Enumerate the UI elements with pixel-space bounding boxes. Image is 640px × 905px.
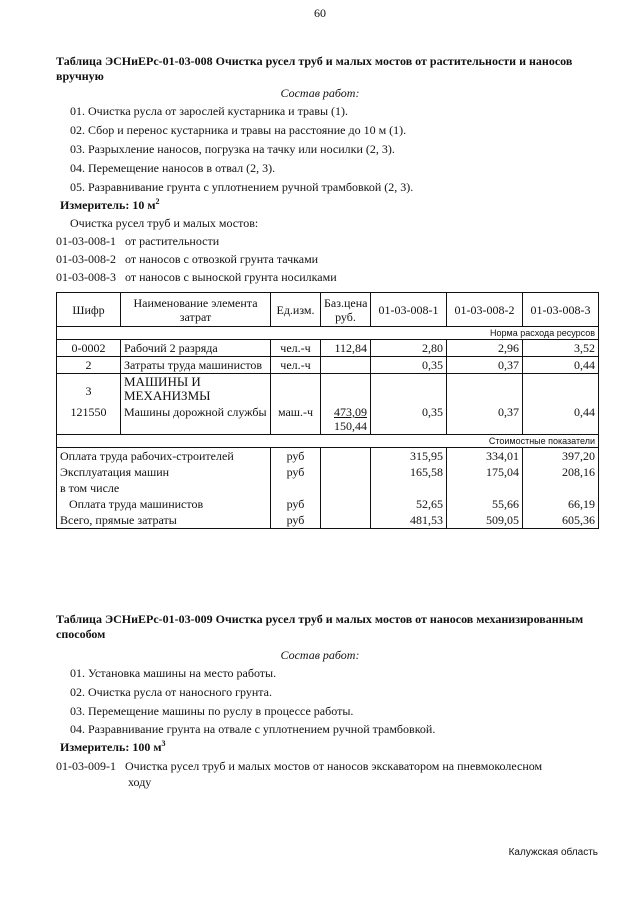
cost-value: 605,36 [523, 512, 599, 529]
work-item: 04. Разравнивание грунта на отвале с уплотнением ручной трамбовкой. [70, 722, 436, 736]
footer-region: Калужская область [508, 847, 598, 858]
cost-value: 334,01 [447, 448, 523, 465]
norm-subheader: Норма расхода ресурсов [57, 327, 599, 340]
cost-unit: руб [271, 448, 321, 465]
work-item: 02. Очистка русла от наносного грунта. [70, 685, 272, 699]
header-col2: 01-03-008-2 [447, 293, 523, 327]
header-price: Баз.цена руб. [321, 293, 371, 327]
table-row [57, 448, 599, 465]
table-row [57, 374, 599, 405]
header-code: Шифр [57, 293, 121, 327]
cost-name: Оплата труда рабочих-строителей [57, 448, 271, 465]
work-item: 03. Разрыхление наносов, погрузка на тачку или носилки (2, 3). [70, 142, 395, 156]
cell-name: Рабочий 2 разряда [121, 340, 271, 357]
cost-unit: руб [271, 496, 321, 512]
work-item: 05. Разравнивание грунта с уплотнением ручной трамбовкой (2, 3). [70, 180, 414, 194]
cost-value: 481,53 [371, 512, 447, 529]
work-item: 01. Очистка русла от зарослей кустарника и травы (1). [70, 104, 349, 118]
cell-code: 0-0002 [57, 340, 121, 357]
work-item: 02. Сбор и перенос кустарника и травы на расстояние до 10 м (1). [70, 123, 407, 137]
cost-value: 509,05 [447, 512, 523, 529]
cost-value: 315,95 [371, 448, 447, 465]
cell-value: 2,80 [371, 340, 447, 357]
code-line: 01-03-008-2 от наносов с отвозкой грунта тачками [56, 252, 319, 266]
table-title-008: Таблица ЭСНиЕРс-01-03-008 Очистка русел труб и малых мостов от растительности и наносов вручную [56, 54, 573, 83]
table-row [57, 496, 599, 512]
header-name: Наименование элемента затрат [121, 293, 271, 327]
header-col1: 01-03-008-1 [371, 293, 447, 327]
cell-unit: маш.-ч [271, 404, 321, 435]
cell-unit: чел.-ч [271, 357, 321, 374]
cell-value: 0,35 [371, 357, 447, 374]
cost-value: 52,65 [371, 496, 447, 512]
table-row [57, 512, 599, 529]
table-row [57, 340, 599, 357]
code-line: 01-03-008-1 от растительности [56, 234, 220, 248]
cost-value: 397,20 [523, 448, 599, 465]
cost-unit: руб [271, 512, 321, 529]
cost-value: 175,04 [447, 464, 523, 480]
cost-name: Эксплуатация машин [57, 464, 271, 480]
header-col3: 01-03-008-3 [523, 293, 599, 327]
cost-value: 208,16 [523, 464, 599, 480]
code-line: 01-03-009-1 Очистка русел труб и малых мостов от наносов экскаватором на пневмоколесном [56, 759, 543, 773]
table-row [57, 480, 599, 496]
code-line-continuation: ходу [128, 775, 152, 789]
cell-value: 0,44 [523, 404, 599, 435]
cell-name: Затраты труда машинистов [121, 357, 271, 374]
cost-value: 55,66 [447, 496, 523, 512]
cell-code: 3 [57, 374, 121, 405]
code-line: 01-03-008-3 от наносов с выноской грунта носилками [56, 270, 337, 284]
cost-value: 165,58 [371, 464, 447, 480]
work-composition-heading: Состав работ: [280, 648, 360, 662]
cell-code: 121550 [57, 404, 121, 435]
cell-value: 0,37 [447, 404, 523, 435]
group-title: Очистка русел труб и малых мостов: [70, 216, 259, 230]
table-title-009: Таблица ЭСНиЕРс-01-03-009 Очистка русел труб и малых мостов от наносов механизированным способом [56, 612, 584, 641]
table-row [57, 357, 599, 374]
cell-price [321, 357, 371, 374]
header-unit: Ед.изм. [271, 293, 321, 327]
cell-value: 3,52 [523, 340, 599, 357]
cost-name: Всего, прямые затраты [57, 512, 271, 529]
measure-unit: Измеритель: 10 $м^2$ [60, 197, 160, 212]
cell-price: 473,09 150,44 [321, 404, 371, 435]
cell-price: 112,84 [321, 340, 371, 357]
work-item: 04. Перемещение наносов в отвал (2, 3). [70, 161, 276, 175]
cell-value: 0,37 [447, 357, 523, 374]
measure-unit: Измеритель: 100 $м^3$ [60, 739, 166, 754]
cell-code: 2 [57, 357, 121, 374]
cell-unit: чел.-ч [271, 340, 321, 357]
cost-unit: руб [271, 464, 321, 480]
work-item: 03. Перемещение машины по руслу в процессе работы. [70, 704, 354, 718]
page-number: 60 [314, 6, 326, 20]
work-composition-heading: Состав работ: [280, 86, 360, 100]
norms-table [56, 292, 599, 529]
section-machines: МАШИНЫ И МЕХАНИЗМЫ [121, 374, 271, 405]
cost-value: 66,19 [523, 496, 599, 512]
cell-name: Машины дорожной службы [121, 404, 271, 435]
cell-value: 2,96 [447, 340, 523, 357]
cell-value: 0,44 [523, 357, 599, 374]
cost-name: в том числе [57, 480, 271, 496]
table-row [57, 404, 599, 435]
cost-name: Оплата труда машинистов [57, 496, 271, 512]
work-item: 01. Установка машины на место работы. [70, 666, 277, 680]
cell-value: 0,35 [371, 404, 447, 435]
table-row [57, 464, 599, 480]
cost-subheader: Стоимостные показатели [57, 435, 599, 448]
